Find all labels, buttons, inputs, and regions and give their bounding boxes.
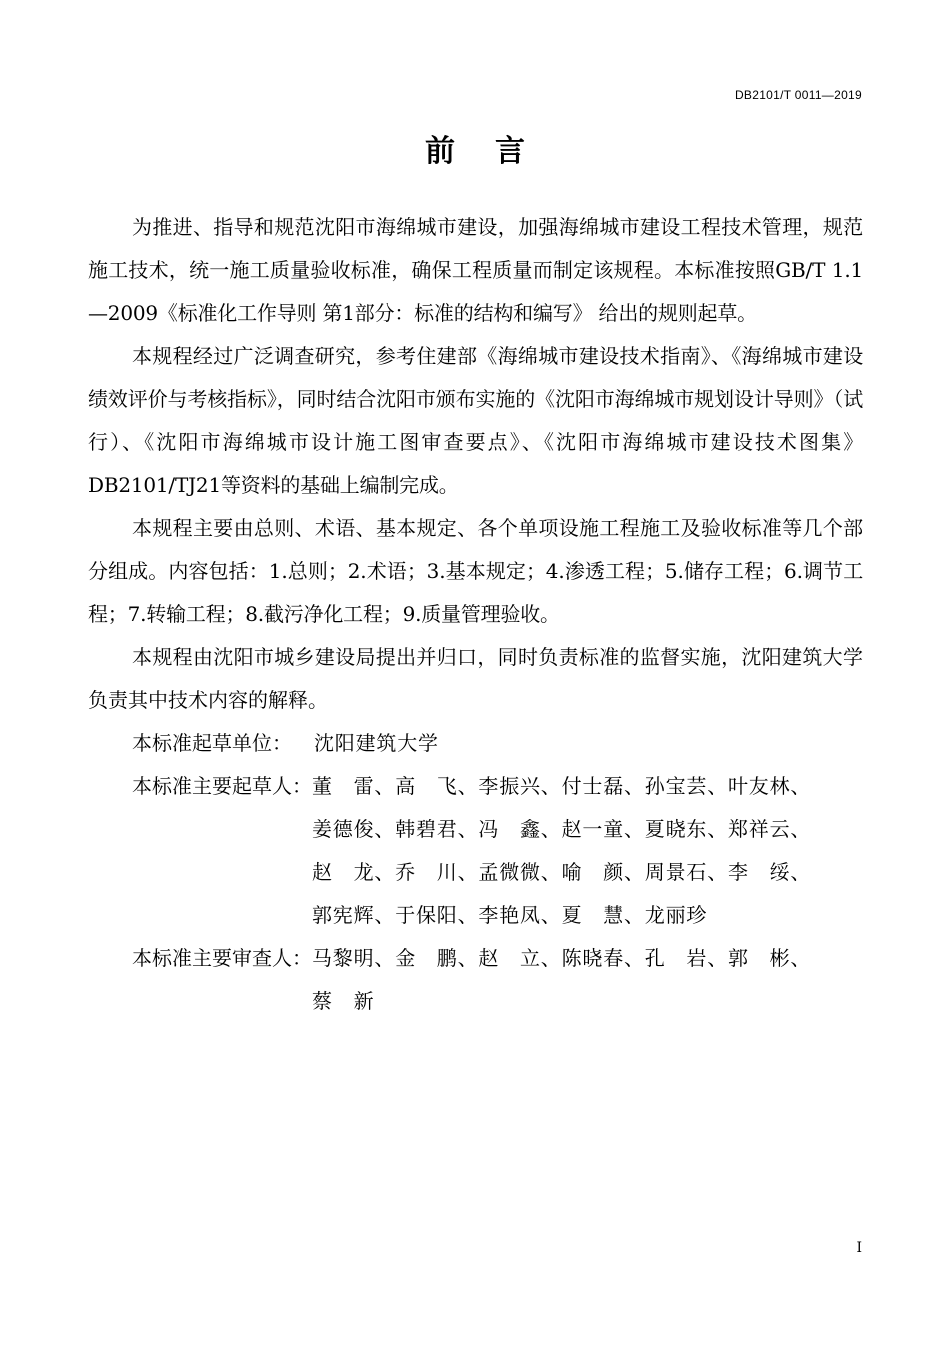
paragraph-authority: 本规程由沈阳市城乡建设局提出并归口，同时负责标准的监督实施，沈阳建筑大学负责其中技术内容的解释。 [88, 645, 863, 712]
reviewers-line: 蔡 新 [312, 989, 375, 1013]
reviewers-row [132, 937, 863, 1023]
drafting-unit-row [132, 722, 863, 765]
paragraph-references: 本规程经过广泛调查研究，参考住建部《海绵城市建设技术指南》、《海绵城市建设绩效评价与考核指标》，同时结合沈阳市颁布实施的《沈阳市海绵城市规划设计导则》（试行）、《沈阳市海绵城市设计施工图审查要点》、《沈阳市海绵城市建设技术图集》DB2101/TJ21等资料的基础上编制完成。 [88, 344, 863, 497]
drafters-label: 本标准主要起草人： [132, 774, 312, 798]
drafters-line: 赵 龙、乔 川、孟微微、喻 颜、周景石、李 绥、 [312, 860, 812, 884]
drafters-row [132, 765, 863, 937]
drafters-line: 郭宪辉、于保阳、李艳凤、夏 慧、龙丽珍 [312, 903, 708, 927]
paragraph-contents: 本规程主要由总则、术语、基本规定、各个单项设施工程施工及验收标准等几个部分组成。内容包括：1.总则；2.术语；3.基本规定；4.渗透工程；5.储存工程；6.调节工程；7.转输工程；8.截污净化工程；9.质量管理验收。 [88, 516, 863, 626]
drafting-unit-label: 本标准起草单位： [132, 731, 292, 755]
drafting-unit-value: 沈阳建筑大学 [314, 731, 439, 755]
page-number: I [856, 1240, 862, 1256]
reviewers-line: 马黎明、金 鹏、赵 立、陈晓春、孔 岩、郭 彬、 [312, 946, 812, 970]
document-code: DB2101/T 0011—2019 [734, 88, 862, 102]
preface-body [88, 206, 863, 1023]
drafters-line: 姜德俊、韩碧君、冯 鑫、赵一童、夏晓东、郑祥云、 [312, 817, 812, 841]
page-title: 前言 [425, 134, 565, 169]
reviewers-label: 本标准主要审查人： [132, 946, 312, 970]
drafters-list [312, 765, 863, 937]
drafters-line: 董 雷、高 飞、李振兴、付士磊、孙宝芸、叶友林、 [312, 774, 812, 798]
reviewers-list [312, 937, 863, 1023]
paragraph-purpose: 为推进、指导和规范沈阳市海绵城市建设，加强海绵城市建设工程技术管理，规范施工技术，统一施工质量验收标准，确保工程质量而制定该规程。本标准按照GB/T 1.1—2009《标准化工作导则 第1部分：标准的结构和编写》 给出的规则起草。 [88, 215, 863, 325]
